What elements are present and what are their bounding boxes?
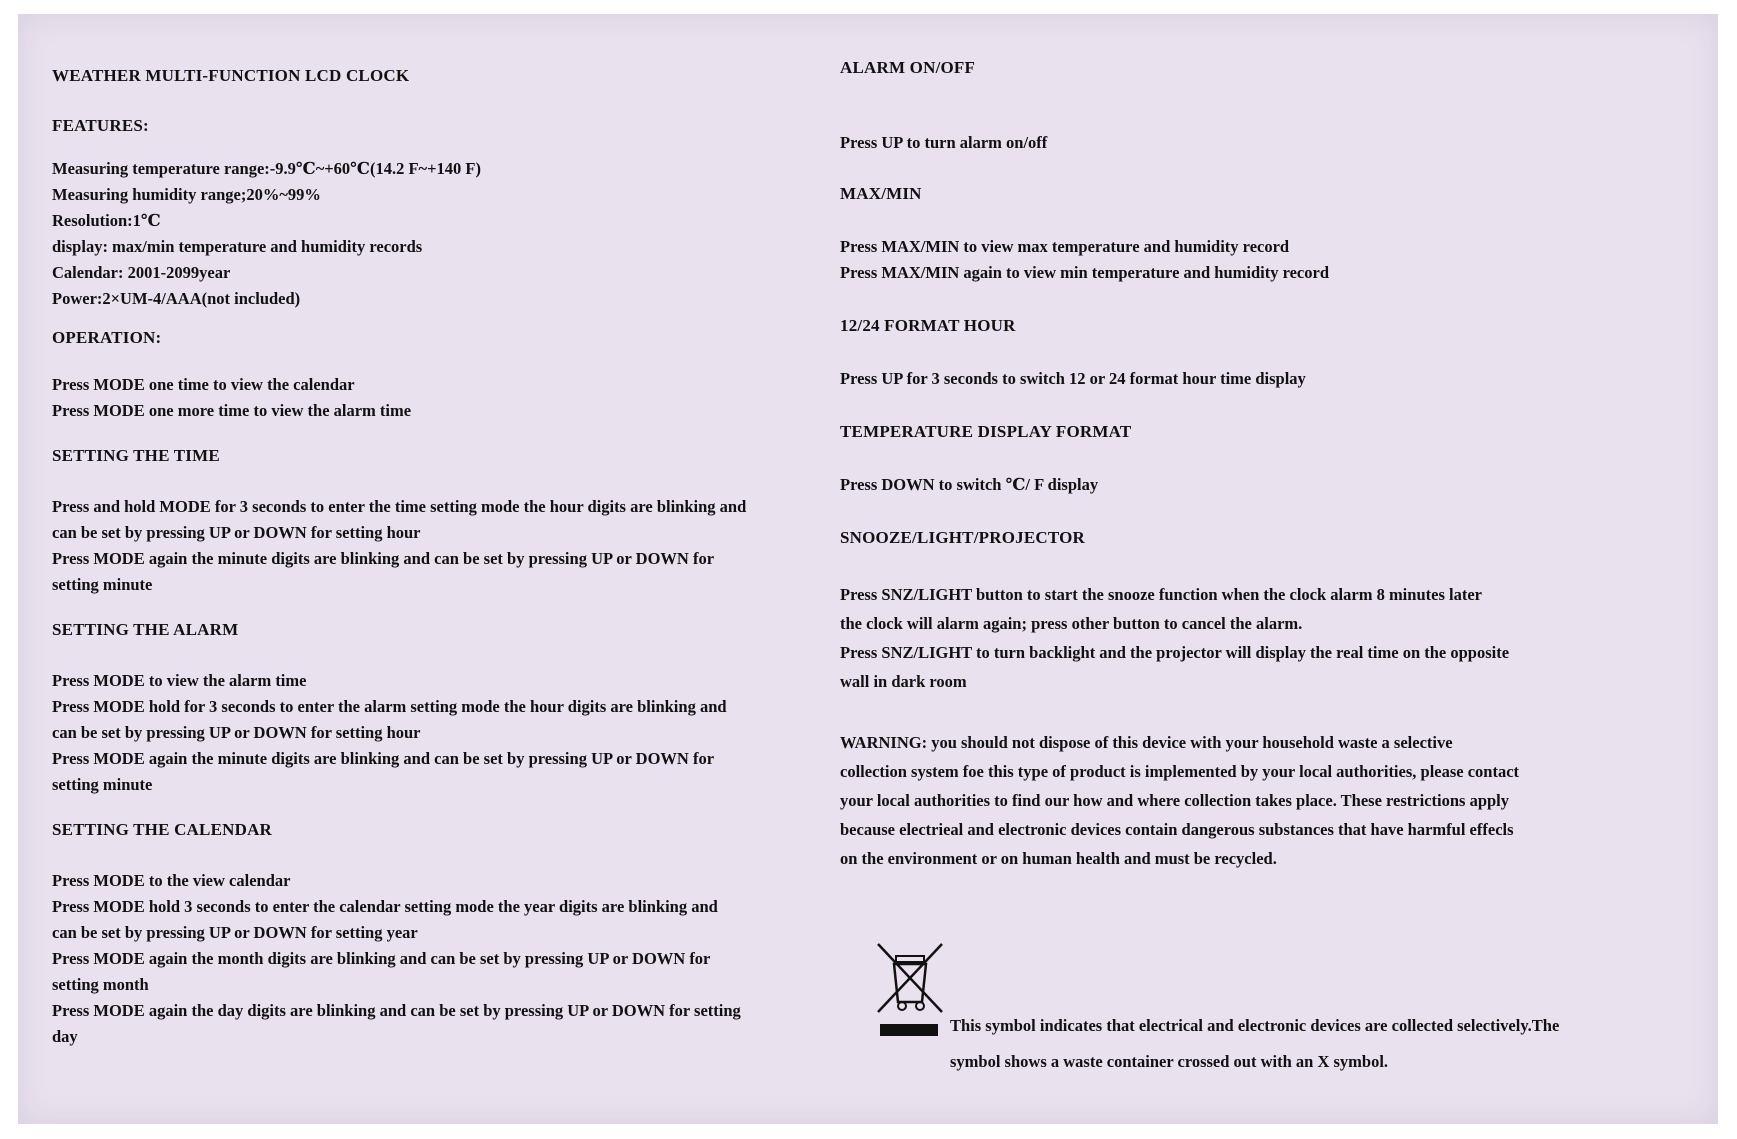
- maxmin-line: Press MAX/MIN again to view min temperature and humidity record: [840, 263, 1329, 282]
- right-column: [840, 40, 1630, 873]
- warning-line: because electrieal and electronic devices contain dangerous substances that have harmful effecls: [840, 820, 1514, 839]
- snooze-heading: SNOOZE/LIGHT/PROJECTOR: [840, 528, 1085, 547]
- alarm-onoff-line: Press UP to turn alarm on/off: [840, 133, 1048, 152]
- warning-line: WARNING: you should not dispose of this device with your household waste a selective: [840, 733, 1453, 752]
- operation-line: Press MODE one time to view the calendar: [52, 375, 355, 394]
- setting-calendar-line: Press MODE again the day digits are blinking and can be set by pressing UP or DOWN for setting: [52, 1001, 741, 1020]
- features-line: Calendar: 2001-2099year: [52, 263, 231, 282]
- format-hour-heading: 12/24 FORMAT HOUR: [840, 316, 1016, 335]
- setting-calendar-line: setting month: [52, 975, 149, 994]
- maxmin-line: Press MAX/MIN to view max temperature and humidity record: [840, 237, 1290, 256]
- setting-alarm-line: setting minute: [52, 775, 153, 794]
- setting-calendar-heading: SETTING THE CALENDAR: [52, 820, 273, 839]
- setting-time-heading: SETTING THE TIME: [52, 446, 220, 465]
- setting-calendar-line: day: [52, 1027, 78, 1046]
- setting-time-line: setting minute: [52, 575, 153, 594]
- features-line: Power:2×UM-4/AAA(not included): [52, 289, 301, 308]
- setting-alarm-line: Press MODE again the minute digits are blinking and can be set by pressing UP or DOWN for: [52, 749, 715, 768]
- setting-alarm-line: can be set by pressing UP or DOWN for setting hour: [52, 723, 421, 742]
- symbol-note-line: This symbol indicates that electrical and electronic devices are collected selectively.The: [950, 1016, 1560, 1035]
- features-line: display: max/min temperature and humidity records: [52, 237, 423, 256]
- temp-format-line: Press DOWN to switch ℃/ F display: [840, 475, 1099, 494]
- operation-heading: OPERATION:: [52, 328, 162, 347]
- solid-bar-mark: [880, 1024, 938, 1036]
- setting-calendar-line: Press MODE hold 3 seconds to enter the calendar setting mode the year digits are blinking and: [52, 897, 718, 916]
- features-line: Measuring temperature range:-9.9℃~+60℃(14.2 F~+140 F): [52, 159, 481, 178]
- alarm-onoff-heading: ALARM ON/OFF: [840, 58, 976, 77]
- features-heading: FEATURES:: [52, 116, 149, 135]
- maxmin-heading: MAX/MIN: [840, 184, 922, 203]
- symbol-note-line: symbol shows a waste container crossed out with an X symbol.: [950, 1052, 1389, 1071]
- setting-calendar-line: Press MODE to the view calendar: [52, 871, 291, 890]
- document-title: WEATHER MULTI-FUNCTION LCD CLOCK: [52, 66, 410, 85]
- warning-line: collection system foe this type of product is implemented by your local authorities, please contact: [840, 762, 1520, 781]
- format-hour-line: Press UP for 3 seconds to switch 12 or 24 format hour time display: [840, 369, 1306, 388]
- setting-time-line: Press MODE again the minute digits are blinking and can be set by pressing UP or DOWN for: [52, 549, 715, 568]
- setting-time-line: can be set by pressing UP or DOWN for setting hour: [52, 523, 421, 542]
- symbol-note: [950, 1008, 1670, 1080]
- setting-calendar-line: Press MODE again the month digits are blinking and can be set by pressing UP or DOWN for: [52, 949, 711, 968]
- temp-format-heading: TEMPERATURE DISPLAY FORMAT: [840, 422, 1132, 441]
- setting-time-line: Press and hold MODE for 3 seconds to enter the time setting mode the hour digits are blinking and: [52, 497, 747, 516]
- snooze-line: Press SNZ/LIGHT button to start the snooze function when the clock alarm 8 minutes later: [840, 585, 1482, 604]
- left-column: [52, 52, 812, 1050]
- warning-line: on the environment or on human health and must be recycled.: [840, 849, 1277, 868]
- snooze-line: wall in dark room: [840, 672, 967, 691]
- snooze-line: Press SNZ/LIGHT to turn backlight and the projector will display the real time on the opposite: [840, 643, 1510, 662]
- warning-line: your local authorities to find our how and where collection takes place. These restrictions apply: [840, 791, 1510, 810]
- setting-alarm-heading: SETTING THE ALARM: [52, 620, 239, 639]
- features-line: Measuring humidity range;20%~99%: [52, 185, 321, 204]
- snooze-line: the clock will alarm again; press other button to cancel the alarm.: [840, 614, 1303, 633]
- setting-alarm-line: Press MODE hold for 3 seconds to enter the alarm setting mode the hour digits are blinking and: [52, 697, 727, 716]
- crossed-out-bin-icon: [870, 940, 950, 1020]
- features-line: Resolution:1℃: [52, 211, 161, 230]
- setting-alarm-line: Press MODE to view the alarm time: [52, 671, 307, 690]
- operation-line: Press MODE one more time to view the alarm time: [52, 401, 412, 420]
- setting-calendar-line: can be set by pressing UP or DOWN for setting year: [52, 923, 418, 942]
